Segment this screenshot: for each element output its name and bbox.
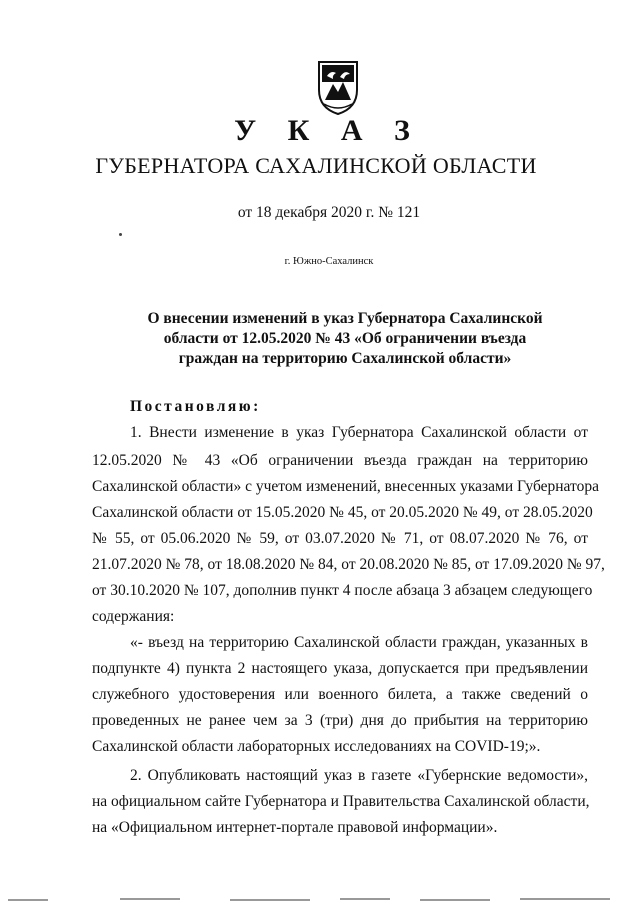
body-line: 21.07.2020 № 78, от 18.08.2020 № 84, от 20.08.2020 № 85, от 17.09.2020 № 97, [92, 556, 605, 573]
document-type: У К А З [234, 114, 422, 147]
coat-of-arms-icon [315, 60, 361, 116]
body-line: № 55, от 05.06.2020 № 59, от 03.07.2020 № 71, от 08.07.2020 № 76, от [92, 530, 588, 547]
issuer-title: ГУБЕРНАТОРА САХАЛИНСКОЙ ОБЛАСТИ [95, 153, 537, 178]
body-line: 1. Внести изменение в указ Губернатора Сахалинской области от [130, 424, 588, 441]
body-line: «- въезд на территорию Сахалинской области граждан, указанных в [130, 634, 588, 651]
body-line: Сахалинской области» с учетом изменений, внесенных указами Губернатора [92, 478, 599, 495]
decree-word: Постановляю: [130, 398, 261, 415]
body-line: 12.05.2020 № 43 «Об ограничении въезда граждан на территорию [92, 452, 588, 469]
body-line: от 30.10.2020 № 107, дополнив пункт 4 после абзаца 3 абзацем следующего [92, 582, 593, 599]
body-line: содержания: [92, 608, 175, 625]
title-line: О внесении изменений в указ Губернатора Сахалинской [147, 310, 543, 327]
body-line: 2. Опубликовать настоящий указ в газете «Губернские ведомости», [130, 767, 588, 784]
title-line: области от 12.05.2020 № 43 «Об ограничении въезда [163, 330, 527, 347]
body-line: служебного удостоверения или военного билета, а также сведений о [92, 686, 588, 703]
body-line: на «Официальном интернет-портале правовой информации». [92, 819, 498, 836]
body-line: Сахалинской области от 15.05.2020 № 45, от 20.05.2020 № 49, от 28.05.2020 [92, 504, 593, 521]
body-line: Сахалинской области лабораторных исследованиях на COVID-19;». [92, 738, 541, 755]
body-line: подпункте 4) пункта 2 настоящего указа, допускается при предъявлении [92, 660, 588, 677]
city-line: г. Южно-Сахалинск [284, 256, 374, 267]
scan-mark [119, 233, 122, 236]
body-line: проведенных не ранее чем за 3 (три) дня до прибытия на территорию [92, 712, 588, 729]
document-title [120, 309, 570, 369]
date-number: от 18 декабря 2020 г. № 121 [237, 204, 421, 221]
body-line: на официальном сайте Губернатора и Правительства Сахалинской области, [92, 793, 590, 810]
title-line: граждан на территорию Сахалинской области» [178, 350, 512, 367]
scan-artifact [0, 896, 632, 905]
